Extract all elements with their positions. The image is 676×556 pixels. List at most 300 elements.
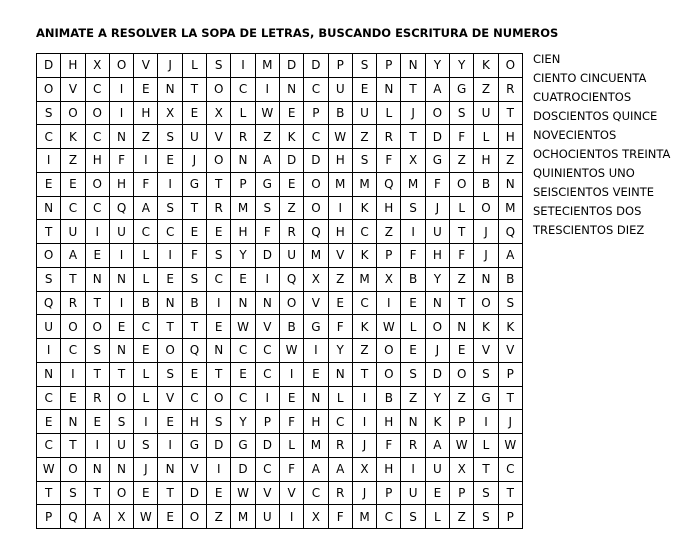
grid-cell: I [255, 267, 279, 291]
grid-cell: H [61, 54, 85, 78]
grid-cell: O [425, 315, 449, 339]
grid-cell: Z [377, 220, 401, 244]
grid-cell: D [37, 54, 61, 78]
grid-cell: T [85, 362, 109, 386]
grid-cell: E [182, 220, 206, 244]
grid-cell: L [279, 434, 303, 458]
grid-cell: W [255, 101, 279, 125]
grid-cell: O [207, 77, 231, 101]
grid-cell: D [255, 434, 279, 458]
grid-cell: G [425, 149, 449, 173]
grid-cell: I [255, 77, 279, 101]
grid-cell: O [85, 315, 109, 339]
grid-cell: I [231, 54, 255, 78]
grid-cell: S [498, 291, 522, 315]
grid-cell: E [231, 362, 255, 386]
grid-cell: N [425, 291, 449, 315]
grid-cell: T [61, 434, 85, 458]
grid-cell: M [231, 505, 255, 529]
grid-cell: B [134, 291, 158, 315]
grid-cell: O [279, 291, 303, 315]
grid-row [37, 267, 523, 291]
grid-cell: S [401, 362, 425, 386]
grid-cell: F [255, 220, 279, 244]
grid-cell: P [450, 410, 474, 434]
grid-cell: R [401, 434, 425, 458]
grid-cell: Z [328, 267, 352, 291]
grid-cell: O [425, 101, 449, 125]
word-list-item: NOVECIENTOS [533, 128, 617, 142]
grid-cell: V [158, 386, 182, 410]
grid-cell: K [474, 54, 498, 78]
grid-cell: I [352, 410, 376, 434]
grid-cell: K [498, 315, 522, 339]
grid-cell: U [352, 101, 376, 125]
grid-cell: Z [498, 149, 522, 173]
grid-cell: Y [231, 410, 255, 434]
grid-cell: T [401, 125, 425, 149]
grid-cell: H [304, 410, 328, 434]
grid-cell: D [304, 54, 328, 78]
grid-cell: N [37, 362, 61, 386]
grid-cell: P [450, 481, 474, 505]
grid-cell: N [158, 291, 182, 315]
grid-cell: K [474, 315, 498, 339]
grid-cell: Z [279, 196, 303, 220]
grid-cell: W [231, 481, 255, 505]
grid-cell: L [182, 54, 206, 78]
grid-cell: Y [425, 267, 449, 291]
grid-cell: V [279, 481, 303, 505]
grid-cell: I [352, 386, 376, 410]
grid-cell: Q [37, 291, 61, 315]
grid-cell: R [328, 481, 352, 505]
grid-cell: S [182, 267, 206, 291]
grid-cell: W [498, 434, 522, 458]
grid-cell: G [255, 172, 279, 196]
grid-cell: Q [109, 196, 133, 220]
grid-cell: E [182, 101, 206, 125]
grid-cell: E [279, 101, 303, 125]
grid-cell: N [109, 457, 133, 481]
grid-cell: T [37, 220, 61, 244]
grid-cell: N [109, 267, 133, 291]
grid-cell: I [85, 220, 109, 244]
grid-cell: U [328, 77, 352, 101]
grid-cell: U [182, 125, 206, 149]
grid-cell: S [158, 125, 182, 149]
grid-cell: O [377, 362, 401, 386]
grid-cell: I [207, 291, 231, 315]
grid-cell: C [498, 457, 522, 481]
grid-cell: I [304, 339, 328, 363]
grid-cell: E [85, 410, 109, 434]
grid-cell: T [61, 267, 85, 291]
grid-cell: N [85, 267, 109, 291]
grid-cell: I [134, 410, 158, 434]
grid-cell: N [304, 386, 328, 410]
grid-cell: P [498, 362, 522, 386]
grid-cell: A [425, 434, 449, 458]
grid-cell: Z [450, 386, 474, 410]
grid-row [37, 220, 523, 244]
grid-cell: O [182, 505, 206, 529]
grid-cell: R [231, 125, 255, 149]
grid-cell: L [134, 386, 158, 410]
grid-cell: T [182, 315, 206, 339]
grid-cell: T [474, 457, 498, 481]
grid-cell: F [182, 244, 206, 268]
grid-cell: N [401, 54, 425, 78]
grid-cell: B [279, 315, 303, 339]
grid-cell: O [207, 386, 231, 410]
grid-row [37, 101, 523, 125]
word-list-item: TRESCIENTOS DIEZ [533, 223, 645, 237]
grid-cell: P [255, 410, 279, 434]
grid-cell: E [85, 244, 109, 268]
grid-cell: E [231, 267, 255, 291]
grid-cell: E [401, 291, 425, 315]
grid-cell: E [279, 386, 303, 410]
grid-cell: O [158, 339, 182, 363]
grid-cell: E [328, 291, 352, 315]
grid-cell: U [255, 505, 279, 529]
grid-cell: S [109, 410, 133, 434]
letter-grid-body [37, 54, 523, 529]
grid-cell: F [450, 244, 474, 268]
grid-cell: Q [377, 172, 401, 196]
grid-cell: N [231, 149, 255, 173]
grid-cell: B [182, 291, 206, 315]
grid-cell: M [401, 172, 425, 196]
grid-cell: C [37, 125, 61, 149]
grid-cell: D [231, 457, 255, 481]
grid-cell: H [474, 149, 498, 173]
grid-cell: C [85, 196, 109, 220]
grid-cell: Y [450, 54, 474, 78]
grid-cell: N [109, 125, 133, 149]
grid-cell: C [304, 77, 328, 101]
grid-cell: H [425, 244, 449, 268]
grid-cell: V [304, 291, 328, 315]
grid-cell: K [425, 410, 449, 434]
grid-cell: N [61, 410, 85, 434]
grid-cell: H [377, 196, 401, 220]
grid-cell: C [328, 410, 352, 434]
grid-cell: T [450, 220, 474, 244]
grid-cell: I [134, 149, 158, 173]
grid-cell: T [498, 481, 522, 505]
grid-cell: F [401, 244, 425, 268]
grid-cell: N [377, 77, 401, 101]
grid-cell: T [37, 481, 61, 505]
grid-cell: L [401, 315, 425, 339]
word-list-item: OCHOCIENTOS TREINTA [533, 147, 671, 161]
grid-cell: D [425, 125, 449, 149]
grid-cell: N [37, 196, 61, 220]
grid-cell: Y [328, 339, 352, 363]
grid-cell: E [109, 315, 133, 339]
grid-cell: D [255, 244, 279, 268]
grid-cell: C [304, 481, 328, 505]
grid-cell: C [134, 220, 158, 244]
grid-cell: X [450, 457, 474, 481]
grid-cell: V [207, 125, 231, 149]
grid-cell: T [182, 196, 206, 220]
grid-cell: C [207, 267, 231, 291]
grid-cell: A [255, 149, 279, 173]
grid-cell: H [182, 410, 206, 434]
grid-cell: J [401, 101, 425, 125]
grid-cell: I [158, 434, 182, 458]
grid-cell: S [352, 149, 376, 173]
grid-cell: I [109, 244, 133, 268]
grid-cell: J [158, 54, 182, 78]
grid-cell: M [498, 196, 522, 220]
grid-cell: I [401, 457, 425, 481]
grid-cell: O [37, 244, 61, 268]
grid-cell: L [134, 244, 158, 268]
grid-cell: V [61, 77, 85, 101]
grid-cell: K [352, 315, 376, 339]
grid-cell: X [109, 505, 133, 529]
grid-cell: J [352, 434, 376, 458]
grid-cell: R [279, 220, 303, 244]
grid-cell: I [279, 362, 303, 386]
grid-cell: R [85, 386, 109, 410]
grid-cell: E [207, 220, 231, 244]
grid-cell: X [207, 101, 231, 125]
grid-cell: L [328, 386, 352, 410]
grid-row [37, 315, 523, 339]
grid-cell: T [352, 362, 376, 386]
grid-cell: K [61, 125, 85, 149]
grid-cell: I [109, 77, 133, 101]
grid-cell: Z [401, 386, 425, 410]
grid-cell: P [304, 101, 328, 125]
grid-cell: S [401, 196, 425, 220]
grid-cell: V [255, 315, 279, 339]
grid-cell: Q [498, 220, 522, 244]
page-title: ANIMATE A RESOLVER LA SOPA DE LETRAS, BUSCANDO ESCRITURA DE NUMEROS [36, 26, 559, 40]
grid-cell: C [37, 434, 61, 458]
grid-cell: X [304, 505, 328, 529]
grid-cell: S [207, 54, 231, 78]
grid-cell: A [134, 196, 158, 220]
grid-cell: C [61, 339, 85, 363]
word-list-item: CUATROCIENTOS [533, 90, 632, 104]
grid-cell: P [37, 505, 61, 529]
grid-cell: C [37, 386, 61, 410]
grid-cell: H [328, 220, 352, 244]
grid-cell: N [401, 410, 425, 434]
word-list-item: QUINIENTOS UNO [533, 166, 635, 180]
grid-cell: J [182, 149, 206, 173]
grid-cell: I [158, 172, 182, 196]
grid-cell: C [182, 386, 206, 410]
grid-cell: F [279, 457, 303, 481]
grid-cell: N [255, 291, 279, 315]
grid-cell: S [61, 481, 85, 505]
grid-cell: Q [304, 220, 328, 244]
grid-cell: H [377, 457, 401, 481]
grid-cell: A [304, 457, 328, 481]
grid-cell: Z [450, 149, 474, 173]
grid-cell: W [37, 457, 61, 481]
grid-cell: S [158, 362, 182, 386]
grid-cell: E [134, 339, 158, 363]
grid-cell: M [231, 196, 255, 220]
grid-row [37, 172, 523, 196]
grid-cell: E [182, 362, 206, 386]
grid-cell: C [255, 339, 279, 363]
grid-cell: P [377, 54, 401, 78]
grid-cell: F [328, 315, 352, 339]
grid-cell: G [304, 315, 328, 339]
grid-cell: O [377, 339, 401, 363]
grid-cell: O [498, 54, 522, 78]
grid-cell: C [61, 196, 85, 220]
grid-cell: U [401, 481, 425, 505]
grid-cell: G [450, 77, 474, 101]
grid-cell: S [255, 196, 279, 220]
grid-cell: N [450, 315, 474, 339]
grid-cell: B [328, 101, 352, 125]
grid-cell: S [450, 101, 474, 125]
grid-cell: Z [207, 505, 231, 529]
grid-cell: R [61, 291, 85, 315]
grid-cell: D [279, 149, 303, 173]
grid-cell: H [134, 101, 158, 125]
grid-cell: X [304, 267, 328, 291]
grid-cell: O [304, 172, 328, 196]
grid-cell: H [85, 149, 109, 173]
grid-cell: S [474, 505, 498, 529]
grid-row [37, 434, 523, 458]
grid-cell: T [109, 362, 133, 386]
grid-cell: A [85, 505, 109, 529]
grid-cell: O [109, 386, 133, 410]
grid-cell: Q [182, 339, 206, 363]
grid-cell: L [134, 267, 158, 291]
grid-cell: P [498, 505, 522, 529]
grid-cell: O [450, 362, 474, 386]
grid-cell: O [85, 172, 109, 196]
grid-cell: E [207, 315, 231, 339]
grid-row [37, 457, 523, 481]
grid-cell: U [425, 457, 449, 481]
grid-row [37, 339, 523, 363]
grid-cell: C [255, 457, 279, 481]
grid-cell: J [474, 220, 498, 244]
grid-cell: O [304, 196, 328, 220]
grid-cell: D [207, 434, 231, 458]
grid-cell: G [474, 386, 498, 410]
grid-cell: B [401, 267, 425, 291]
grid-cell: C [231, 339, 255, 363]
grid-cell: Y [425, 386, 449, 410]
grid-cell: T [207, 172, 231, 196]
grid-cell: M [304, 244, 328, 268]
grid-cell: O [474, 291, 498, 315]
grid-cell: J [425, 339, 449, 363]
grid-cell: A [61, 244, 85, 268]
grid-cell: I [279, 505, 303, 529]
grid-cell: X [158, 101, 182, 125]
grid-cell: D [304, 149, 328, 173]
grid-cell: F [279, 410, 303, 434]
grid-cell: F [377, 149, 401, 173]
grid-cell: I [255, 386, 279, 410]
grid-cell: I [109, 291, 133, 315]
grid-cell: E [279, 172, 303, 196]
grid-row [37, 505, 523, 529]
grid-cell: U [279, 244, 303, 268]
grid-cell: Z [61, 149, 85, 173]
grid-cell: P [231, 172, 255, 196]
grid-cell: N [158, 457, 182, 481]
grid-row [37, 481, 523, 505]
grid-cell: J [474, 244, 498, 268]
grid-cell: V [498, 339, 522, 363]
grid-cell: C [304, 125, 328, 149]
grid-cell: E [158, 505, 182, 529]
grid-cell: K [279, 125, 303, 149]
grid-cell: W [231, 315, 255, 339]
grid-cell: E [450, 339, 474, 363]
grid-cell: S [207, 244, 231, 268]
grid-cell: I [37, 149, 61, 173]
grid-cell: B [377, 386, 401, 410]
grid-cell: N [231, 291, 255, 315]
grid-cell: O [474, 196, 498, 220]
grid-cell: L [450, 196, 474, 220]
grid-cell: V [255, 481, 279, 505]
grid-cell: U [61, 220, 85, 244]
grid-cell: E [61, 172, 85, 196]
grid-cell: E [352, 77, 376, 101]
grid-cell: C [158, 220, 182, 244]
grid-cell: D [279, 54, 303, 78]
grid-cell: S [37, 267, 61, 291]
grid-row [37, 149, 523, 173]
grid-cell: T [450, 291, 474, 315]
grid-cell: O [61, 101, 85, 125]
grid-cell: W [450, 434, 474, 458]
grid-cell: E [61, 386, 85, 410]
grid-cell: E [158, 149, 182, 173]
grid-cell: F [134, 172, 158, 196]
grid-row [37, 77, 523, 101]
grid-cell: V [474, 339, 498, 363]
grid-cell: Y [231, 244, 255, 268]
grid-cell: Z [450, 267, 474, 291]
grid-cell: H [231, 220, 255, 244]
grid-cell: Q [61, 505, 85, 529]
grid-cell: W [377, 315, 401, 339]
grid-cell: M [304, 434, 328, 458]
grid-cell: N [158, 77, 182, 101]
word-list-item: SETECIENTOS DOS [533, 204, 642, 218]
grid-cell: E [304, 362, 328, 386]
letter-grid [36, 53, 523, 529]
grid-cell: Z [450, 505, 474, 529]
grid-cell: X [377, 267, 401, 291]
grid-cell: S [37, 101, 61, 125]
grid-cell: I [109, 101, 133, 125]
grid-cell: U [109, 434, 133, 458]
grid-cell: N [85, 457, 109, 481]
